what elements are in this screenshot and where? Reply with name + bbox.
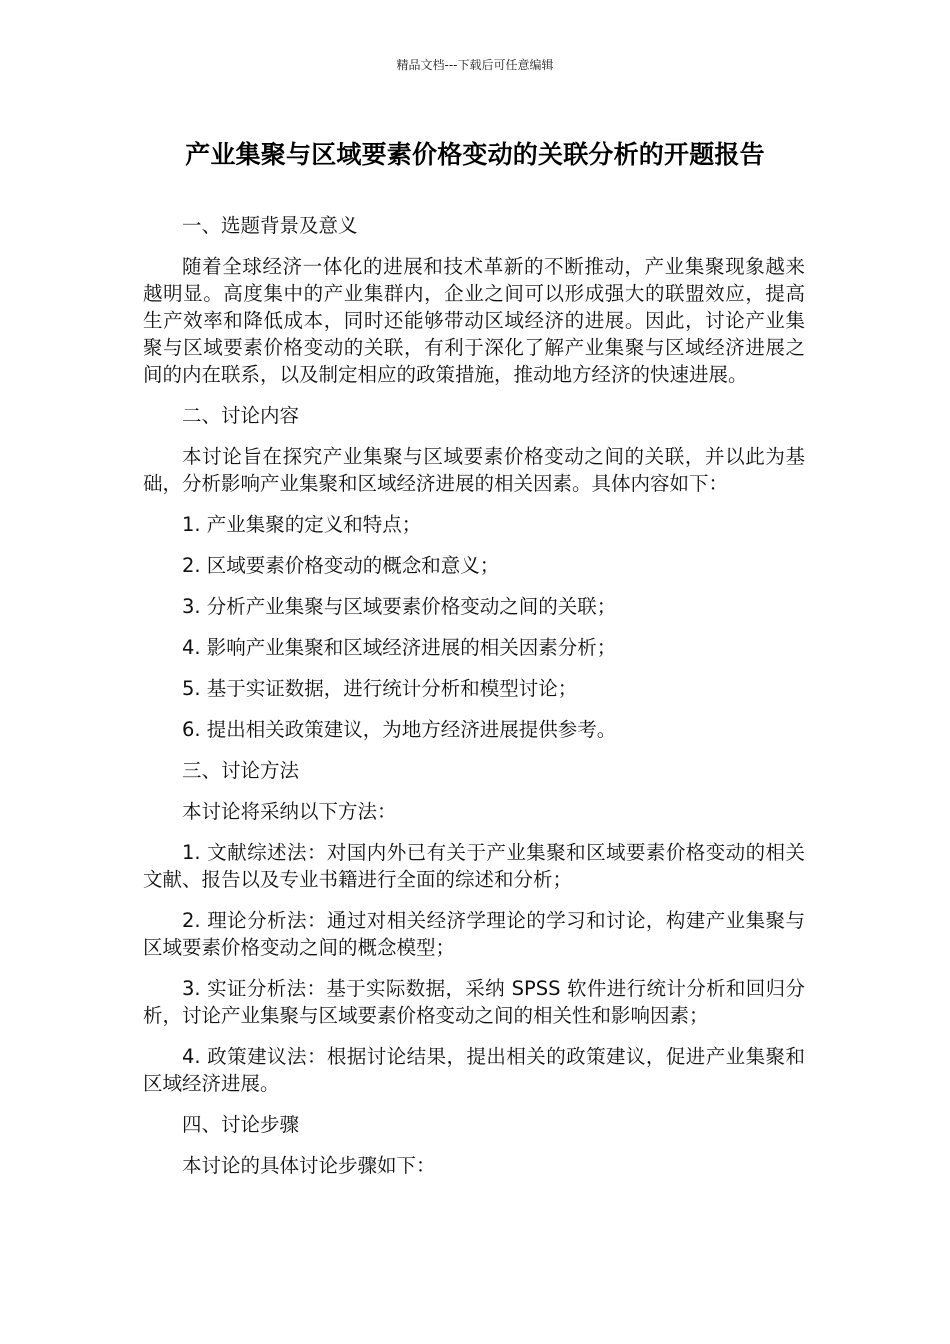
section-heading-methods: 三、讨论方法 xyxy=(182,759,300,782)
paragraph-steps-intro: 本讨论的具体讨论步骤如下： xyxy=(182,1154,436,1177)
document-body xyxy=(143,212,805,1193)
paragraph-methods-intro: 本讨论将采纳以下方法： xyxy=(182,800,397,823)
list-item: 4. 政策建议法：根据讨论结果，提出相关的政策建议，促进产业集聚和区域经济进展。 xyxy=(143,1045,805,1095)
list-item: 4. 影响产业集聚和区域经济进展的相关因素分析； xyxy=(182,636,617,659)
list-item: 3. 实证分析法：基于实际数据，采纳 SPSS 软件进行统计分析和回归分析，讨论产业集聚与区域要素价格变动之间的相关性和影响因素； xyxy=(143,977,805,1027)
header-note: 精品文档---下载后可任意编辑 xyxy=(396,58,554,72)
section-heading-background: 一、选题背景及意义 xyxy=(182,214,358,237)
document-title: 产业集聚与区域要素价格变动的关联分析的开题报告 xyxy=(185,140,765,169)
list-item: 1. 文献综述法：对国内外已有关于产业集聚和区域要素价格变动的相关文献、报告以及专业书籍进行全面的综述和分析； xyxy=(143,841,805,891)
paragraph-content-intro: 本讨论旨在探究产业集聚与区域要素价格变动之间的关联，并以此为基础，分析影响产业集聚和区域经济进展的相关因素。具体内容如下： xyxy=(143,445,805,495)
paragraph-background: 随着全球经济一体化的进展和技术革新的不断推动，产业集聚现象越来越明显。高度集中的产业集群内，企业之间可以形成强大的联盟效应，提高生产效率和降低成本，同时还能够带动区域经济的进展。因此，讨论产业集聚与区域要素价格变动的关联，有利于深化了解产业集聚与区域经济进展之间的内在联系，以及制定相应的政策措施，推动地方经济的快速进展。 xyxy=(143,255,805,386)
section-heading-content: 二、讨论内容 xyxy=(182,404,300,427)
list-item: 5. 基于实证数据，进行统计分析和模型讨论； xyxy=(182,677,578,700)
section-heading-steps: 四、讨论步骤 xyxy=(182,1113,300,1136)
list-item: 2. 区域要素价格变动的概念和意义； xyxy=(182,554,500,577)
list-item: 3. 分析产业集聚与区域要素价格变动之间的关联； xyxy=(182,595,617,618)
list-item: 6. 提出相关政策建议，为地方经济进展提供参考。 xyxy=(182,718,617,741)
list-item: 1. 产业集聚的定义和特点； xyxy=(182,513,422,536)
list-item: 2. 理论分析法：通过对相关经济学理论的学习和讨论，构建产业集聚与区域要素价格变动之间的概念模型； xyxy=(143,909,805,959)
